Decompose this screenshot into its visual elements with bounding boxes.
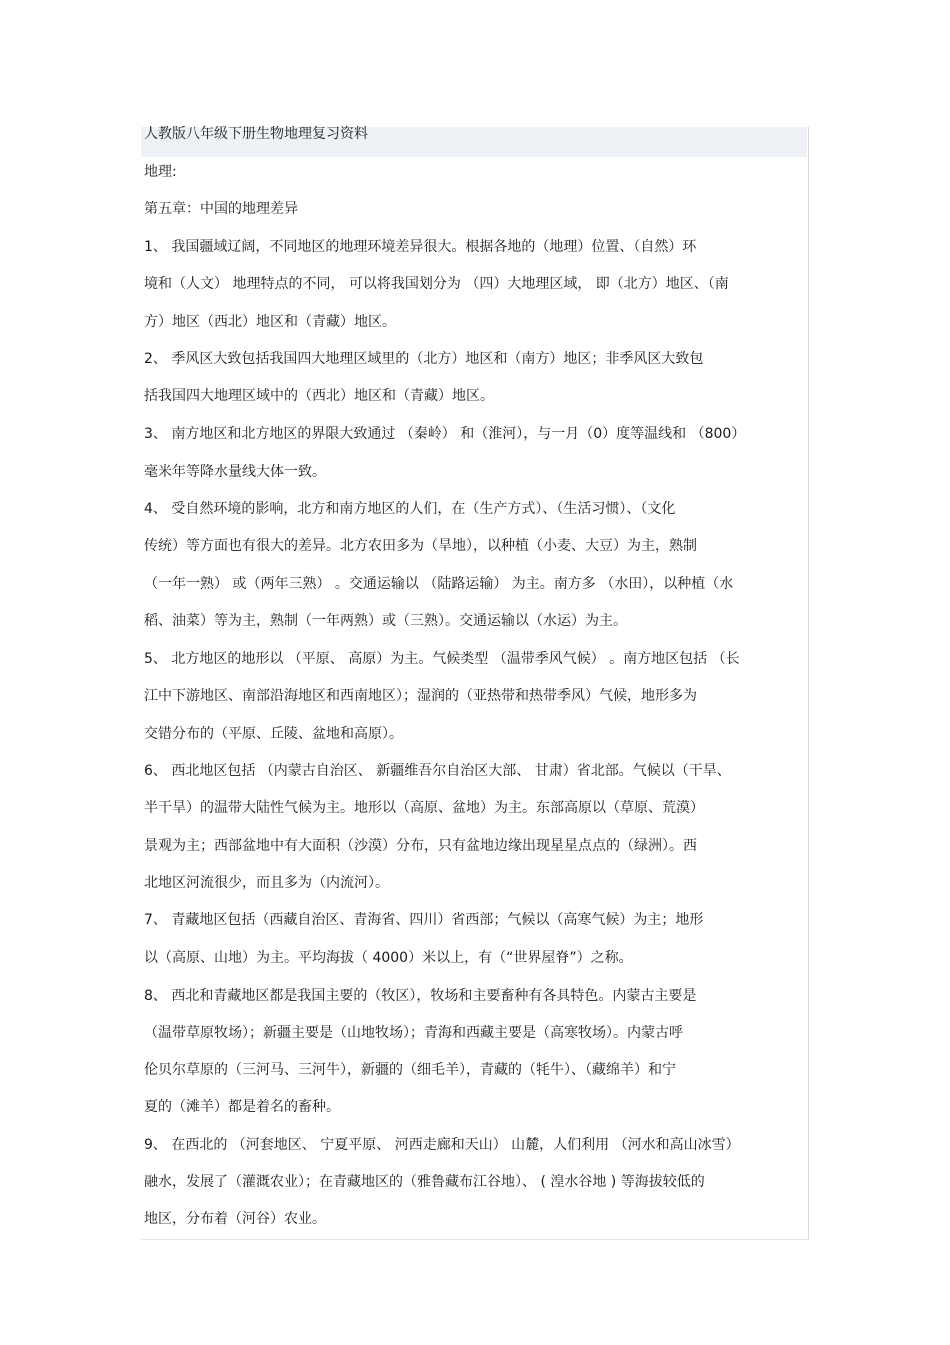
text-line: 交错分布的（平原、丘陵、盆地和高原）。 [144, 726, 403, 742]
text-line: 伦贝尔草原的（三河马、三河牛），新疆的（细毛羊），青藏的（牦牛）、（藏绵羊）和宁 [144, 1062, 676, 1078]
text-line: 1、 我国疆域辽阔，不同地区的地理环境差异很大。根据各地的（地理）位置、（自然）环 [144, 239, 697, 255]
text-line: 毫米年等降水量线大体一致。 [144, 464, 326, 480]
text-line: 景观为主；西部盆地中有大面积（沙漠）分布，只有盆地边缘出现星星点点的（绿洲）。西 [144, 838, 697, 854]
text-line: 7、 青藏地区包括（西藏自治区、青海省、四川）省西部；气候以（高寒气候）为主；地形 [144, 912, 704, 928]
text-line: 2、 季风区大致包括我国四大地理区域里的（北方）地区和（南方）地区；非季风区大致包 [144, 351, 704, 367]
text-line: （一年一熟） 或（两年三熟） 。交通运输以 （陆路运输） 为主。南方多 （水田），以种植（水 [144, 576, 734, 592]
text-line: 融水，发展了（灌溉农业）；在青藏地区的（雅鲁藏布江谷地）、 ( 湟水谷地 ) 等海拔较低的 [144, 1174, 705, 1190]
text-line: 稻、油菜）等为主，熟制（一年两熟）或（三熟）。交通运输以（水运）为主。 [144, 613, 627, 629]
text-line: 江中下游地区、南部沿海地区和西南地区）；湿润的（亚热带和热带季风）气候，地形多为 [144, 688, 697, 704]
text-line: 5、 北方地区的地形以 （平原、 高原）为主。气候类型 （温带季风气候） 。南方地区包括 （长 [144, 651, 740, 667]
text-line: 4、 受自然环境的影响，北方和南方地区的人们，在（生产方式）、（生活习惯）、（文化 [144, 501, 676, 517]
text-line: 方）地区（西北）地区和（青藏）地区。 [144, 314, 396, 330]
text-line: 半干旱）的温带大陆性气候为主。地形以（高原、盆地）为主。东部高原以（草原、荒漠） [144, 800, 704, 816]
text-line: 3、 南方地区和北方地区的界限大致通过 （秦岭） 和（淮河），与一月（0）度等温线和 （800） [144, 426, 746, 442]
text-line: 8、 西北和青藏地区都是我国主要的（牧区），牧场和主要畜种有各具特色。内蒙古主要是 [144, 988, 697, 1004]
text-line: 境和（人文） 地理特点的不同， 可以将我国划分为 （四）大地理区域， 即（北方）地区、（南 [144, 276, 729, 292]
text-line: 北地区河流很少，而且多为（内流河）。 [144, 875, 389, 891]
text-line: 第五章：中国的地理差异 [144, 201, 298, 217]
text-line: 以（高原、山地）为主。平均海拔（ 4000）米以上，有（“世界屋脊”）之称。 [144, 950, 633, 966]
document-title: 人教版八年级下册生物地理复习资料 [144, 126, 368, 142]
text-line: 地区，分布着（河谷）农业。 [144, 1211, 326, 1227]
text-line: 夏的（滩羊）都是着名的畜种。 [144, 1099, 340, 1115]
text-line: 括我国四大地理区域中的（西北）地区和（青藏）地区。 [144, 388, 494, 404]
text-line: （温带草原牧场）；新疆主要是（山地牧场）；青海和西藏主要是（高寒牧场）。内蒙古呼 [144, 1025, 683, 1041]
text-line: 9、 在西北的 （河套地区、 宁夏平原、 河西走廊和天山） 山麓，人们利用 （河水和高山冰雪） [144, 1137, 740, 1153]
text-line: 6、 西北地区包括 （内蒙古自治区、 新疆维吾尔自治区大部、 甘肃）省北部。气候以（干旱、 [144, 763, 731, 779]
document-page [141, 127, 809, 1240]
text-line: 传统）等方面也有很大的差异。北方农田多为（旱地），以种植（小麦、大豆）为主，熟制 [144, 538, 697, 554]
text-line: 地理: [144, 164, 177, 180]
